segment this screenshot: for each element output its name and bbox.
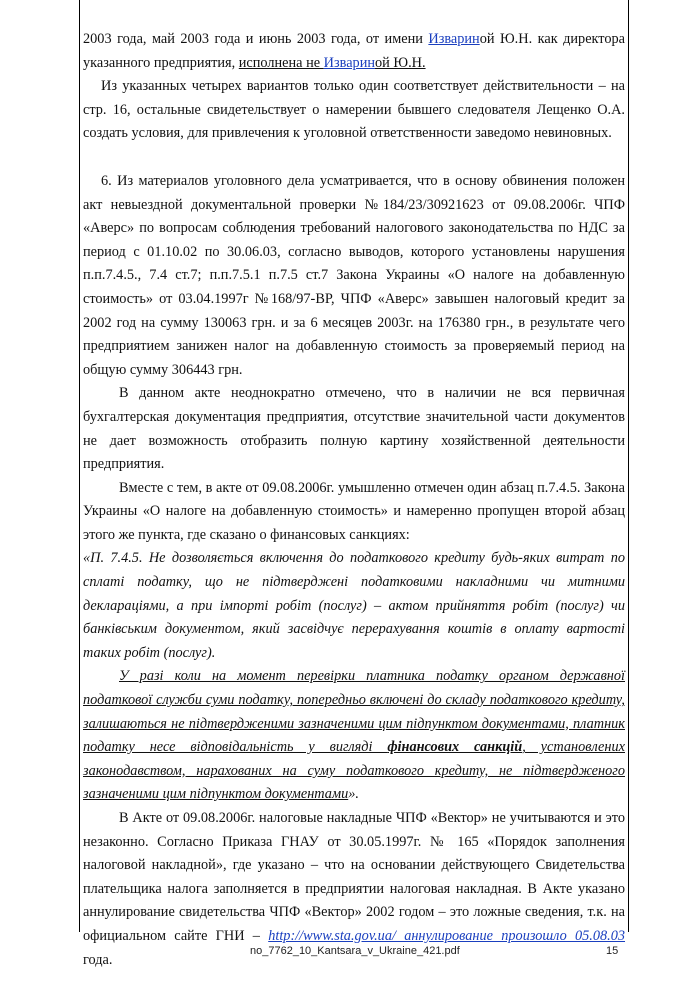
p1-text-c: исполнена не: [238, 54, 324, 71]
spacer: [83, 146, 625, 170]
paragraph-2: Из указанных четырех вариантов только один соответствует действительности – на стр. 16, остальные свидетельствует о намерении бывшего следователя Лещенко О.А. создать условия, для привлечения к уголовной ответственности заведомо невиновных.: [83, 78, 625, 142]
quote-paragraph-1: «П. 7.4.5. Не дозволяється включення до податкового кредиту будь-яких витрат по сплаті податку, що не підтверджені податковими накладними чи митними деклараціями, а при імпорті робіт (послуг) – актом прийняття робіт (послуг) чи банківським документом, який засвідчує перерахування коштів в оплату вартості таких робіт (послуг).: [83, 550, 625, 661]
quote-2-bold: фінансових санкцій: [387, 739, 523, 756]
p1-name-link-1[interactable]: Изварин: [428, 31, 480, 47]
p1-name-link-2[interactable]: Изварин: [323, 54, 376, 71]
sta-website-link[interactable]: http://www.sta.gov.ua/ аннулирование произошло 05.08.03: [268, 927, 626, 944]
right-margin-line: [628, 0, 629, 932]
quote-2-text-c: ».: [348, 786, 359, 803]
quote-2-text-b: , установлених законодавством, нарахованих на суму податкового кредиту, не підтвердженого зазначеними цим підпунктом документами: [83, 739, 625, 803]
paragraph-4: В данном акте неоднократно отмечено, что в наличии не вся первичная бухгалтерская документация предприятия, отсутствие значительной части документов не дает возможность отобразить полную картину хозяйственной деятельности предприятия.: [83, 385, 625, 473]
paragraph-5: Вместе с тем, в акте от 09.08.2006г. умышленно отмечен один абзац п.7.4.5. Закона Украины «О налоге на добавленную стоимость» и намеренно пропущен второй абзац этого же пункта, где сказано о финансовых санкциях:: [83, 479, 625, 543]
p1-text-a: 2003 года, май 2003 года и июнь 2003 года, от имени: [83, 31, 429, 47]
p6-text-b: года.: [83, 951, 113, 968]
left-margin-line: [79, 0, 80, 932]
quote-paragraph-2: [83, 665, 625, 807]
quote-2-text-a: У разі коли на момент перевірки платника податку органом державної податкової служби суми податку, попередньо включені до складу податкового кредиту, залишаються не підтвердженими зазначеними цим підпунктом документами, платник податку несе відповідальність у вигляді: [83, 668, 625, 756]
paragraph-1: [83, 28, 625, 75]
p1-text-d: ой Ю.Н.: [375, 54, 426, 71]
document-body: [83, 28, 625, 972]
p1-text-b: ой Ю.Н. как директора указанного предприятия,: [83, 31, 626, 71]
paragraph-3: 6. Из материалов уголовного дела усматривается, что в основу обвинения положен акт невыездной документальной проверки №184/23/30921623 от 09.08.2006г. ЧПФ «Аверс» по вопросам соблюдения требований налогового законодательства по НДС за период с 01.10.02 по 30.06.03, согласно выводов, которого установлены нарушения п.п.7.4.5., 7.4 ст.7; п.п.7.5.1 п.7.5 ст.7 Закона Украины «О налоге на добавленную стоимость» от 03.04.1997г №168/97-ВР, ЧПФ «Аверс» завышен налоговый кредит за 2002 год на сумму 130063 грн. и за 6 месяцев 2003г. на 176380 грн., в результате чего предприятием занижен налог на добавленную стоимость за проверяемый период на общую сумму 306443 грн.: [83, 172, 625, 378]
footer-filename: no_7762_10_Kantsara_v_Ukraine_421.pdf: [250, 945, 460, 957]
page-number: 15: [606, 945, 619, 957]
p6-text-a: В Акте от 09.08.2006г. налоговые накладные ЧПФ «Вектор» не учитываются и это незаконно. Согласно Приказа ГНАУ от 30.05.1997г. № 165 «Порядок заполнения налоговой накладной», где указано – что на основании действующего Свидетельства плательщика налога заполняется в предприятии налоговая накладная. В Акте указано аннулирование свидетельства ЧПФ «Вектор» 2002 годом – это ложные сведения, т.к. на официальном сайте ГНИ –: [83, 810, 625, 944]
